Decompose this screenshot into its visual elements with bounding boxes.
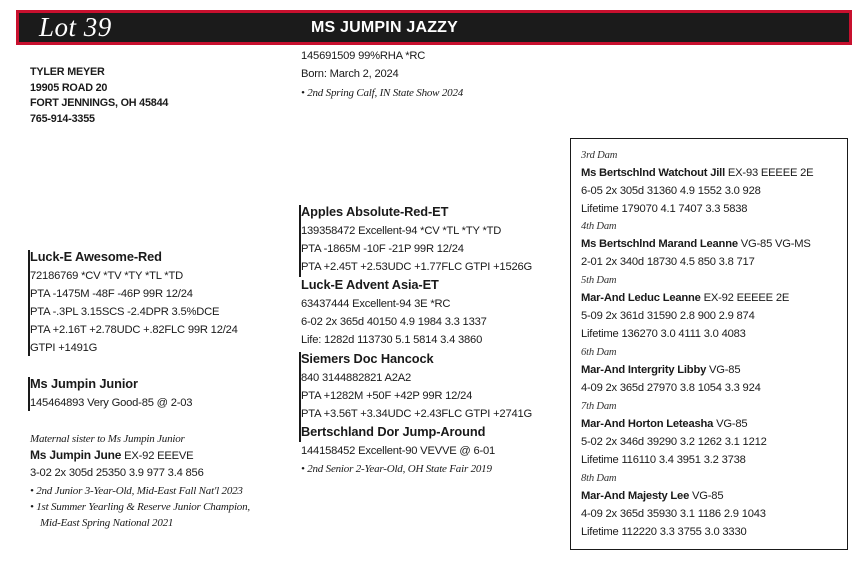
sister-award1: • 2nd Junior 3-Year-Old, Mid-East Fall Nat'l 2023 (30, 485, 243, 497)
dam6-score: VG-85 (706, 364, 741, 376)
dam6-heading (581, 361, 740, 379)
dam3-score: EX-93 EEEEE 2E (725, 167, 814, 179)
dam-sire-line1: 840 3144882821 A2A2 (301, 372, 412, 384)
dam4-line1: 2-01 2x 340d 18730 4.5 850 3.8 717 (581, 256, 755, 268)
dam-sire-name: Siemers Doc Hancock (301, 351, 434, 366)
lot-header-bar (16, 10, 852, 45)
animal-registration: 145691509 99%RHA *RC (301, 50, 426, 62)
owner-address1: 19905 ROAD 20 (30, 81, 108, 94)
sire-line1: 72186769 *CV *TV *TY *TL *TD (30, 270, 183, 282)
sire-line5: GTPI +1491G (30, 342, 98, 354)
dam3-line2: Lifetime 179070 4.1 7407 3.3 5838 (581, 203, 748, 215)
animal-born: Born: March 2, 2024 (301, 68, 399, 80)
animal-award: • 2nd Spring Calf, IN State Show 2024 (301, 87, 464, 99)
sire-sire-line3: PTA +2.45T +2.53UDC +1.77FLC GTPI +1526G (301, 261, 533, 273)
sister-award2: • 1st Summer Yearling & Reserve Junior Champion, (30, 501, 250, 513)
dam6-line1: 4-09 2x 365d 27970 3.8 1054 3.3 924 (581, 382, 761, 394)
maternal-dams-box (570, 138, 848, 550)
sister-score: EX-92 EEEVE (121, 450, 194, 462)
dam8-line2: Lifetime 112220 3.3 3755 3.0 3330 (581, 526, 747, 538)
dam7-heading (581, 415, 747, 433)
sister-award2-cont: Mid-East Spring National 2021 (40, 517, 174, 529)
sister-label: Maternal sister to Ms Jumpin Junior (30, 433, 185, 445)
dam-sire-line2: PTA +1282M +50F +42P 99R 12/24 (301, 390, 473, 402)
dam4-score: VG-85 VG-MS (737, 238, 811, 250)
sire-line4: PTA +2.16T +2.78UDC +.82FLC 99R 12/24 (30, 324, 238, 336)
dam6-name: Mar-And Intergrity Libby (581, 364, 707, 376)
owner-address2: FORT JENNINGS, OH 45844 (30, 97, 169, 109)
sister-heading (30, 446, 193, 465)
dam8-label: 8th Dam (581, 473, 617, 484)
dam8-line1: 4-09 2x 365d 35930 3.1 1186 2.9 1043 (581, 508, 766, 520)
sire-dam-line2: 6-02 2x 365d 40150 4.9 1984 3.3 1337 (301, 316, 487, 328)
sire-dam-line3: Life: 1282d 113730 5.1 5814 3.4 3860 (301, 334, 483, 346)
dam4-name: Ms Bertschlnd Marand Leanne (581, 238, 738, 250)
dam-line1: 145464893 Very Good-85 @ 2-03 (30, 397, 193, 409)
dam3-name: Ms Bertschlnd Watchout Jill (581, 167, 725, 179)
dam6-label: 6th Dam (581, 347, 617, 358)
lot-number: Lot 39 (39, 12, 112, 42)
dam-sire-line3: PTA +3.56T +3.34UDC +2.43FLC GTPI +2741G (301, 408, 533, 420)
sire-name: Luck-E Awesome-Red (30, 249, 162, 264)
dam8-score: VG-85 (689, 490, 724, 502)
dam7-line2: Lifetime 116110 3.4 3951 3.2 3738 (581, 454, 746, 466)
owner-block (30, 65, 168, 127)
owner-name: TYLER MEYER (30, 66, 105, 78)
dam7-name: Mar-And Horton Leteasha (581, 418, 714, 430)
dam4-label: 4th Dam (581, 221, 617, 232)
dam-dam-award: • 2nd Senior 2-Year-Old, OH State Fair 2019 (301, 463, 492, 475)
dam4-heading (581, 235, 811, 253)
dam-dam-name: Bertschland Dor Jump-Around (301, 424, 486, 439)
sire-dam-line1: 63437444 Excellent-94 3E *RC (301, 298, 451, 310)
dam5-line2: Lifetime 136270 3.0 4111 3.0 4083 (581, 328, 746, 340)
sire-sire-line2: PTA -1865M -10F -21P 99R 12/24 (301, 243, 464, 255)
dam8-heading (581, 487, 723, 505)
owner-phone: 765-914-3355 (30, 112, 95, 125)
sire-sire-line1: 139358472 Excellent-94 *CV *TL *TY *TD (301, 225, 502, 237)
dam7-line1: 5-02 2x 346d 39290 3.2 1262 3.1 1212 (581, 436, 767, 448)
dam8-name: Mar-And Majesty Lee (581, 490, 690, 502)
dam-name: Ms Jumpin Junior (30, 376, 138, 391)
dam3-line1: 6-05 2x 305d 31360 4.9 1552 3.0 928 (581, 185, 761, 197)
dam5-name: Mar-And Leduc Leanne (581, 292, 701, 304)
sire-dam-name: Luck-E Advent Asia-ET (301, 277, 439, 292)
sire-line3: PTA -.3PL 3.15SCS -2.4DPR 3.5%DCE (30, 306, 220, 318)
dam-dam-line1: 144158452 Excellent-90 VEVVE @ 6-01 (301, 445, 496, 457)
dam5-score: EX-92 EEEEE 2E (700, 292, 790, 304)
dam3-heading (581, 164, 813, 182)
animal-name: MS JUMPIN JAZZY (311, 19, 459, 36)
dam5-label: 5th Dam (581, 275, 617, 286)
sister-line1: 3-02 2x 305d 25350 3.9 977 3.4 856 (30, 467, 204, 479)
dam7-score: VG-85 (713, 418, 748, 430)
dam5-heading (581, 289, 789, 307)
dam7-label: 7th Dam (581, 401, 617, 412)
sister-name: Ms Jumpin June (30, 448, 122, 462)
sire-line2: PTA -1475M -48F -46P 99R 12/24 (30, 288, 193, 300)
dam3-label: 3rd Dam (581, 150, 618, 161)
dam5-line1: 5-09 2x 361d 31590 2.8 900 2.9 874 (581, 310, 755, 322)
sire-sire-name: Apples Absolute-Red-ET (301, 204, 449, 219)
